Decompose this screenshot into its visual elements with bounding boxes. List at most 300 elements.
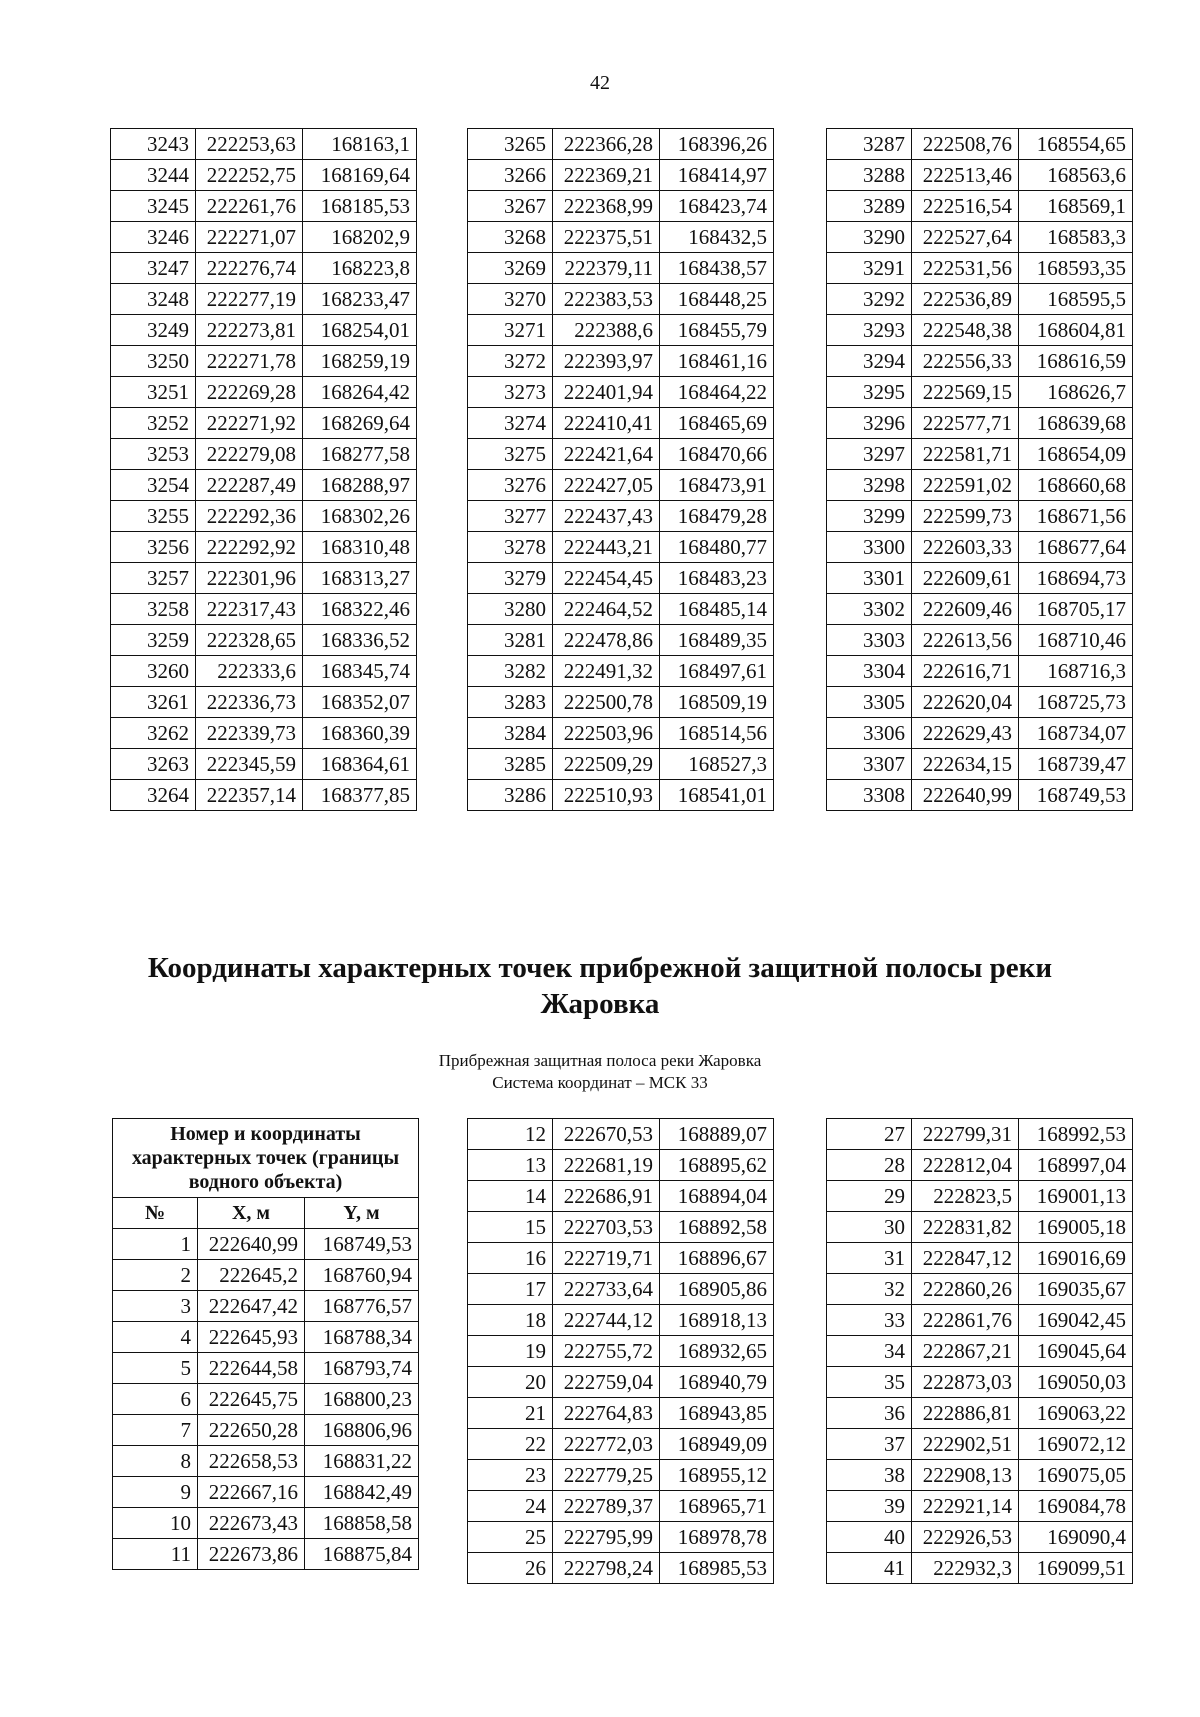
table-row bbox=[468, 656, 774, 687]
x-coordinate-cell: 222368,99 bbox=[553, 191, 660, 222]
x-coordinate-cell: 222339,73 bbox=[196, 718, 303, 749]
table-row bbox=[827, 1553, 1133, 1584]
point-number-cell: 3296 bbox=[827, 408, 912, 439]
x-coordinate-cell: 222454,45 bbox=[553, 563, 660, 594]
x-coordinate-cell: 222764,83 bbox=[553, 1398, 660, 1429]
y-coordinate-cell: 169072,12 bbox=[1019, 1429, 1133, 1460]
x-coordinate-cell: 222269,28 bbox=[196, 377, 303, 408]
y-coordinate-cell: 168302,26 bbox=[303, 501, 417, 532]
x-coordinate-cell: 222271,92 bbox=[196, 408, 303, 439]
table-row bbox=[468, 594, 774, 625]
y-coordinate-cell: 168705,17 bbox=[1019, 594, 1133, 625]
table-row bbox=[111, 439, 417, 470]
x-coordinate-cell: 222277,19 bbox=[196, 284, 303, 315]
table-row bbox=[827, 284, 1133, 315]
x-coordinate-cell: 222823,5 bbox=[912, 1181, 1019, 1212]
y-coordinate-cell: 169063,22 bbox=[1019, 1398, 1133, 1429]
y-coordinate-cell: 168352,07 bbox=[303, 687, 417, 718]
x-coordinate-cell: 222508,76 bbox=[912, 129, 1019, 160]
y-coordinate-cell: 168233,47 bbox=[303, 284, 417, 315]
point-number-cell: 3252 bbox=[111, 408, 196, 439]
x-coordinate-cell: 222847,12 bbox=[912, 1243, 1019, 1274]
y-coordinate-cell: 168831,22 bbox=[305, 1446, 419, 1477]
x-coordinate-cell: 222644,58 bbox=[198, 1353, 305, 1384]
table-row bbox=[827, 1491, 1133, 1522]
y-coordinate-cell: 169084,78 bbox=[1019, 1491, 1133, 1522]
x-coordinate-cell: 222789,37 bbox=[553, 1491, 660, 1522]
point-number-cell: 33 bbox=[827, 1305, 912, 1336]
y-coordinate-cell: 168716,3 bbox=[1019, 656, 1133, 687]
y-coordinate-cell: 168604,81 bbox=[1019, 315, 1133, 346]
coordinates-table-bottom-2 bbox=[467, 1118, 774, 1584]
point-number-cell: 3265 bbox=[468, 129, 553, 160]
table-row bbox=[827, 780, 1133, 811]
table-row bbox=[827, 377, 1133, 408]
x-coordinate-cell: 222873,03 bbox=[912, 1367, 1019, 1398]
y-coordinate-cell: 168485,14 bbox=[660, 594, 774, 625]
table-row bbox=[827, 1212, 1133, 1243]
y-coordinate-cell: 169045,64 bbox=[1019, 1336, 1133, 1367]
y-coordinate-cell: 168414,97 bbox=[660, 160, 774, 191]
y-coordinate-cell: 168894,04 bbox=[660, 1181, 774, 1212]
table-row bbox=[827, 563, 1133, 594]
point-number-cell: 21 bbox=[468, 1398, 553, 1429]
point-number-cell: 27 bbox=[827, 1119, 912, 1150]
x-coordinate-cell: 222510,93 bbox=[553, 780, 660, 811]
y-coordinate-cell: 168432,5 bbox=[660, 222, 774, 253]
table-row bbox=[468, 315, 774, 346]
y-coordinate-cell: 168254,01 bbox=[303, 315, 417, 346]
x-coordinate-cell: 222647,42 bbox=[198, 1291, 305, 1322]
point-number-cell: 3291 bbox=[827, 253, 912, 284]
point-number-cell: 26 bbox=[468, 1553, 553, 1584]
x-coordinate-cell: 222926,53 bbox=[912, 1522, 1019, 1553]
point-number-cell: 3261 bbox=[111, 687, 196, 718]
x-coordinate-cell: 222779,25 bbox=[553, 1460, 660, 1491]
x-coordinate-cell: 222861,76 bbox=[912, 1305, 1019, 1336]
table-row bbox=[111, 563, 417, 594]
y-coordinate-cell: 168223,8 bbox=[303, 253, 417, 284]
y-coordinate-cell: 168997,04 bbox=[1019, 1150, 1133, 1181]
x-coordinate-cell: 222645,2 bbox=[198, 1260, 305, 1291]
y-coordinate-cell: 168345,74 bbox=[303, 656, 417, 687]
table-row bbox=[468, 718, 774, 749]
table-row bbox=[827, 749, 1133, 780]
y-coordinate-cell: 168554,65 bbox=[1019, 129, 1133, 160]
x-coordinate-cell: 222328,65 bbox=[196, 625, 303, 656]
point-number-cell: 3282 bbox=[468, 656, 553, 687]
point-number-cell: 3259 bbox=[111, 625, 196, 656]
point-number-cell: 20 bbox=[468, 1367, 553, 1398]
point-number-cell: 41 bbox=[827, 1553, 912, 1584]
y-coordinate-cell: 168163,1 bbox=[303, 129, 417, 160]
table-row bbox=[111, 129, 417, 160]
y-coordinate-cell: 168654,09 bbox=[1019, 439, 1133, 470]
table-row bbox=[468, 1119, 774, 1150]
x-coordinate-cell: 222867,21 bbox=[912, 1336, 1019, 1367]
x-coordinate-cell: 222686,91 bbox=[553, 1181, 660, 1212]
point-number-cell: 14 bbox=[468, 1181, 553, 1212]
y-coordinate-cell: 169075,05 bbox=[1019, 1460, 1133, 1491]
table-row bbox=[111, 625, 417, 656]
x-coordinate-cell: 222681,19 bbox=[553, 1150, 660, 1181]
y-coordinate-cell: 168313,27 bbox=[303, 563, 417, 594]
point-number-cell: 3306 bbox=[827, 718, 912, 749]
point-number-cell: 24 bbox=[468, 1491, 553, 1522]
x-coordinate-cell: 222292,92 bbox=[196, 532, 303, 563]
x-coordinate-cell: 222795,99 bbox=[553, 1522, 660, 1553]
x-coordinate-cell: 222548,38 bbox=[912, 315, 1019, 346]
table-row bbox=[111, 191, 417, 222]
table-row bbox=[827, 1274, 1133, 1305]
x-coordinate-cell: 222640,99 bbox=[198, 1229, 305, 1260]
table-row bbox=[113, 1446, 419, 1477]
x-coordinate-cell: 222252,75 bbox=[196, 160, 303, 191]
point-number-cell: 29 bbox=[827, 1181, 912, 1212]
x-coordinate-cell: 222733,64 bbox=[553, 1274, 660, 1305]
point-number-cell: 3278 bbox=[468, 532, 553, 563]
table-row bbox=[468, 408, 774, 439]
table-row bbox=[468, 377, 774, 408]
x-coordinate-cell: 222908,13 bbox=[912, 1460, 1019, 1491]
table-row bbox=[827, 594, 1133, 625]
point-number-cell: 3297 bbox=[827, 439, 912, 470]
point-number-cell: 10 bbox=[113, 1508, 198, 1539]
y-coordinate-cell: 168940,79 bbox=[660, 1367, 774, 1398]
x-coordinate-cell: 222569,15 bbox=[912, 377, 1019, 408]
point-number-cell: 3270 bbox=[468, 284, 553, 315]
y-coordinate-cell: 168336,52 bbox=[303, 625, 417, 656]
table-row bbox=[468, 1212, 774, 1243]
table-row bbox=[827, 1460, 1133, 1491]
page-number: 42 bbox=[590, 72, 610, 94]
y-coordinate-cell: 168473,91 bbox=[660, 470, 774, 501]
point-number-cell: 3302 bbox=[827, 594, 912, 625]
x-coordinate-cell: 222427,05 bbox=[553, 470, 660, 501]
y-coordinate-cell: 168749,53 bbox=[305, 1229, 419, 1260]
y-coordinate-cell: 168595,5 bbox=[1019, 284, 1133, 315]
table-row bbox=[468, 1336, 774, 1367]
table-row bbox=[111, 408, 417, 439]
y-coordinate-cell: 168514,56 bbox=[660, 718, 774, 749]
y-coordinate-cell: 168725,73 bbox=[1019, 687, 1133, 718]
point-number-cell: 3262 bbox=[111, 718, 196, 749]
y-coordinate-cell: 169016,69 bbox=[1019, 1243, 1133, 1274]
point-number-cell: 3274 bbox=[468, 408, 553, 439]
point-number-cell: 3284 bbox=[468, 718, 553, 749]
point-number-cell: 3308 bbox=[827, 780, 912, 811]
point-number-cell: 3283 bbox=[468, 687, 553, 718]
y-coordinate-cell: 168423,74 bbox=[660, 191, 774, 222]
x-coordinate-cell: 222744,12 bbox=[553, 1305, 660, 1336]
point-number-cell: 13 bbox=[468, 1150, 553, 1181]
coordinates-table-bottom-1 bbox=[112, 1118, 419, 1570]
section-subtitle bbox=[0, 1050, 1200, 1094]
x-coordinate-cell: 222336,73 bbox=[196, 687, 303, 718]
table-row bbox=[468, 1150, 774, 1181]
y-coordinate-cell: 169050,03 bbox=[1019, 1367, 1133, 1398]
y-coordinate-cell: 168310,48 bbox=[303, 532, 417, 563]
column-header-y: Y, м bbox=[305, 1198, 419, 1229]
y-coordinate-cell: 168483,23 bbox=[660, 563, 774, 594]
table-row bbox=[468, 1553, 774, 1584]
x-coordinate-cell: 222271,07 bbox=[196, 222, 303, 253]
x-coordinate-cell: 222658,53 bbox=[198, 1446, 305, 1477]
table-row bbox=[468, 501, 774, 532]
table-row bbox=[827, 346, 1133, 377]
table-row bbox=[468, 1181, 774, 1212]
x-coordinate-cell: 222509,29 bbox=[553, 749, 660, 780]
y-coordinate-cell: 168776,57 bbox=[305, 1291, 419, 1322]
point-number-cell: 39 bbox=[827, 1491, 912, 1522]
table-row bbox=[113, 1539, 419, 1570]
table-row bbox=[827, 656, 1133, 687]
point-number-cell: 9 bbox=[113, 1477, 198, 1508]
point-number-cell: 3287 bbox=[827, 129, 912, 160]
x-coordinate-cell: 222556,33 bbox=[912, 346, 1019, 377]
table-row bbox=[111, 160, 417, 191]
x-coordinate-cell: 222703,53 bbox=[553, 1212, 660, 1243]
table-row bbox=[468, 253, 774, 284]
x-coordinate-cell: 222491,32 bbox=[553, 656, 660, 687]
point-number-cell: 3257 bbox=[111, 563, 196, 594]
x-coordinate-cell: 222609,61 bbox=[912, 563, 1019, 594]
x-coordinate-cell: 222287,49 bbox=[196, 470, 303, 501]
y-coordinate-cell: 169001,13 bbox=[1019, 1181, 1133, 1212]
y-coordinate-cell: 168563,6 bbox=[1019, 160, 1133, 191]
x-coordinate-cell: 222410,41 bbox=[553, 408, 660, 439]
y-coordinate-cell: 169035,67 bbox=[1019, 1274, 1133, 1305]
coordinates-table-top-3 bbox=[826, 128, 1133, 811]
subtitle-river-band: Прибрежная защитная полоса реки Жаровка bbox=[438, 1051, 762, 1070]
y-coordinate-cell: 168583,3 bbox=[1019, 222, 1133, 253]
x-coordinate-cell: 222379,11 bbox=[553, 253, 660, 284]
table-row bbox=[113, 1353, 419, 1384]
table-row bbox=[827, 1150, 1133, 1181]
point-number-cell: 3304 bbox=[827, 656, 912, 687]
y-coordinate-cell: 168470,66 bbox=[660, 439, 774, 470]
table-row bbox=[113, 1384, 419, 1415]
point-number-cell: 7 bbox=[113, 1415, 198, 1446]
y-coordinate-cell: 168360,39 bbox=[303, 718, 417, 749]
table-row bbox=[468, 284, 774, 315]
table-row bbox=[111, 346, 417, 377]
point-number-cell: 3271 bbox=[468, 315, 553, 346]
table-row bbox=[827, 1429, 1133, 1460]
y-coordinate-cell: 168905,86 bbox=[660, 1274, 774, 1305]
x-coordinate-cell: 222393,97 bbox=[553, 346, 660, 377]
table-row bbox=[827, 470, 1133, 501]
x-coordinate-cell: 222375,51 bbox=[553, 222, 660, 253]
y-coordinate-cell: 168541,01 bbox=[660, 780, 774, 811]
point-number-cell: 18 bbox=[468, 1305, 553, 1336]
column-header-x: X, м bbox=[198, 1198, 305, 1229]
y-coordinate-cell: 168479,28 bbox=[660, 501, 774, 532]
x-coordinate-cell: 222253,63 bbox=[196, 129, 303, 160]
x-coordinate-cell: 222759,04 bbox=[553, 1367, 660, 1398]
point-number-cell: 3268 bbox=[468, 222, 553, 253]
y-coordinate-cell: 168185,53 bbox=[303, 191, 417, 222]
table-row bbox=[468, 532, 774, 563]
x-coordinate-cell: 222613,56 bbox=[912, 625, 1019, 656]
table-row bbox=[111, 501, 417, 532]
x-coordinate-cell: 222609,46 bbox=[912, 594, 1019, 625]
x-coordinate-cell: 222536,89 bbox=[912, 284, 1019, 315]
point-number-cell: 3248 bbox=[111, 284, 196, 315]
x-coordinate-cell: 222670,53 bbox=[553, 1119, 660, 1150]
y-coordinate-cell: 168760,94 bbox=[305, 1260, 419, 1291]
point-number-cell: 3279 bbox=[468, 563, 553, 594]
table-row bbox=[111, 594, 417, 625]
point-number-cell: 11 bbox=[113, 1539, 198, 1570]
y-coordinate-cell: 168264,42 bbox=[303, 377, 417, 408]
point-number-cell: 3288 bbox=[827, 160, 912, 191]
section-title bbox=[0, 950, 1200, 1022]
table-row bbox=[827, 1367, 1133, 1398]
point-number-cell: 3258 bbox=[111, 594, 196, 625]
x-coordinate-cell: 222755,72 bbox=[553, 1336, 660, 1367]
x-coordinate-cell: 222831,82 bbox=[912, 1212, 1019, 1243]
y-coordinate-cell: 168739,47 bbox=[1019, 749, 1133, 780]
y-coordinate-cell: 168527,3 bbox=[660, 749, 774, 780]
x-coordinate-cell: 222650,28 bbox=[198, 1415, 305, 1446]
point-number-cell: 6 bbox=[113, 1384, 198, 1415]
point-number-cell: 3264 bbox=[111, 780, 196, 811]
point-number-cell: 1 bbox=[113, 1229, 198, 1260]
y-coordinate-cell: 168734,07 bbox=[1019, 718, 1133, 749]
point-number-cell: 3269 bbox=[468, 253, 553, 284]
y-coordinate-cell: 168694,73 bbox=[1019, 563, 1133, 594]
point-number-cell: 3254 bbox=[111, 470, 196, 501]
x-coordinate-cell: 222292,36 bbox=[196, 501, 303, 532]
y-coordinate-cell: 168895,62 bbox=[660, 1150, 774, 1181]
y-coordinate-cell: 168438,57 bbox=[660, 253, 774, 284]
table-row bbox=[827, 253, 1133, 284]
y-coordinate-cell: 168985,53 bbox=[660, 1553, 774, 1584]
table-row bbox=[827, 439, 1133, 470]
point-number-cell: 3255 bbox=[111, 501, 196, 532]
point-number-cell: 3289 bbox=[827, 191, 912, 222]
x-coordinate-cell: 222271,78 bbox=[196, 346, 303, 377]
table-row bbox=[468, 129, 774, 160]
table-row bbox=[827, 1398, 1133, 1429]
y-coordinate-cell: 168992,53 bbox=[1019, 1119, 1133, 1150]
table-row bbox=[111, 253, 417, 284]
point-number-cell: 22 bbox=[468, 1429, 553, 1460]
table-row bbox=[827, 1336, 1133, 1367]
point-number-cell: 3280 bbox=[468, 594, 553, 625]
table-row bbox=[468, 749, 774, 780]
point-number-cell: 3246 bbox=[111, 222, 196, 253]
table-row bbox=[468, 1429, 774, 1460]
y-coordinate-cell: 168800,23 bbox=[305, 1384, 419, 1415]
point-number-cell: 15 bbox=[468, 1212, 553, 1243]
x-coordinate-cell: 222383,53 bbox=[553, 284, 660, 315]
table-row bbox=[827, 1305, 1133, 1336]
y-coordinate-cell: 168455,79 bbox=[660, 315, 774, 346]
y-coordinate-cell: 168464,22 bbox=[660, 377, 774, 408]
y-coordinate-cell: 169005,18 bbox=[1019, 1212, 1133, 1243]
x-coordinate-cell: 222772,03 bbox=[553, 1429, 660, 1460]
point-number-cell: 17 bbox=[468, 1274, 553, 1305]
table-row bbox=[827, 501, 1133, 532]
point-number-cell: 3250 bbox=[111, 346, 196, 377]
point-number-cell: 3247 bbox=[111, 253, 196, 284]
table-header-group: Номер и координаты характерных точек (границы водного объекта) bbox=[113, 1119, 419, 1198]
x-coordinate-cell: 222798,24 bbox=[553, 1553, 660, 1584]
x-coordinate-cell: 222464,52 bbox=[553, 594, 660, 625]
table-row bbox=[113, 1508, 419, 1539]
point-number-cell: 37 bbox=[827, 1429, 912, 1460]
table-row bbox=[113, 1291, 419, 1322]
table-row bbox=[113, 1415, 419, 1446]
coordinates-table-top-2 bbox=[467, 128, 774, 811]
point-number-cell: 12 bbox=[468, 1119, 553, 1150]
x-coordinate-cell: 222799,31 bbox=[912, 1119, 1019, 1150]
table-row bbox=[468, 160, 774, 191]
y-coordinate-cell: 169090,4 bbox=[1019, 1522, 1133, 1553]
table-row bbox=[468, 625, 774, 656]
x-coordinate-cell: 222673,43 bbox=[198, 1508, 305, 1539]
y-coordinate-cell: 168949,09 bbox=[660, 1429, 774, 1460]
y-coordinate-cell: 168978,78 bbox=[660, 1522, 774, 1553]
y-coordinate-cell: 168448,25 bbox=[660, 284, 774, 315]
point-number-cell: 3285 bbox=[468, 749, 553, 780]
x-coordinate-cell: 222273,81 bbox=[196, 315, 303, 346]
x-coordinate-cell: 222620,04 bbox=[912, 687, 1019, 718]
x-coordinate-cell: 222667,16 bbox=[198, 1477, 305, 1508]
x-coordinate-cell: 222673,86 bbox=[198, 1539, 305, 1570]
point-number-cell: 34 bbox=[827, 1336, 912, 1367]
point-number-cell: 16 bbox=[468, 1243, 553, 1274]
y-coordinate-cell: 168377,85 bbox=[303, 780, 417, 811]
point-number-cell: 19 bbox=[468, 1336, 553, 1367]
coordinates-table-top-1 bbox=[110, 128, 417, 811]
point-number-cell: 2 bbox=[113, 1260, 198, 1291]
table-row bbox=[827, 408, 1133, 439]
x-coordinate-cell: 222902,51 bbox=[912, 1429, 1019, 1460]
point-number-cell: 3295 bbox=[827, 377, 912, 408]
table-row bbox=[827, 129, 1133, 160]
table-row bbox=[468, 1274, 774, 1305]
x-coordinate-cell: 222603,33 bbox=[912, 532, 1019, 563]
point-number-cell: 30 bbox=[827, 1212, 912, 1243]
y-coordinate-cell: 168497,61 bbox=[660, 656, 774, 687]
x-coordinate-cell: 222645,75 bbox=[198, 1384, 305, 1415]
x-coordinate-cell: 222629,43 bbox=[912, 718, 1019, 749]
point-number-cell: 3 bbox=[113, 1291, 198, 1322]
y-coordinate-cell: 168465,69 bbox=[660, 408, 774, 439]
point-number-cell: 3273 bbox=[468, 377, 553, 408]
table-row bbox=[113, 1260, 419, 1291]
y-coordinate-cell: 168943,85 bbox=[660, 1398, 774, 1429]
table-row bbox=[468, 1305, 774, 1336]
point-number-cell: 5 bbox=[113, 1353, 198, 1384]
point-number-cell: 3286 bbox=[468, 780, 553, 811]
table-row bbox=[827, 1119, 1133, 1150]
x-coordinate-cell: 222599,73 bbox=[912, 501, 1019, 532]
table-row bbox=[468, 1243, 774, 1274]
x-coordinate-cell: 222860,26 bbox=[912, 1274, 1019, 1305]
x-coordinate-cell: 222921,14 bbox=[912, 1491, 1019, 1522]
table-row bbox=[468, 346, 774, 377]
table-row bbox=[113, 1477, 419, 1508]
table-row bbox=[827, 718, 1133, 749]
point-number-cell: 3263 bbox=[111, 749, 196, 780]
x-coordinate-cell: 222932,3 bbox=[912, 1553, 1019, 1584]
table-row bbox=[827, 160, 1133, 191]
x-coordinate-cell: 222345,59 bbox=[196, 749, 303, 780]
